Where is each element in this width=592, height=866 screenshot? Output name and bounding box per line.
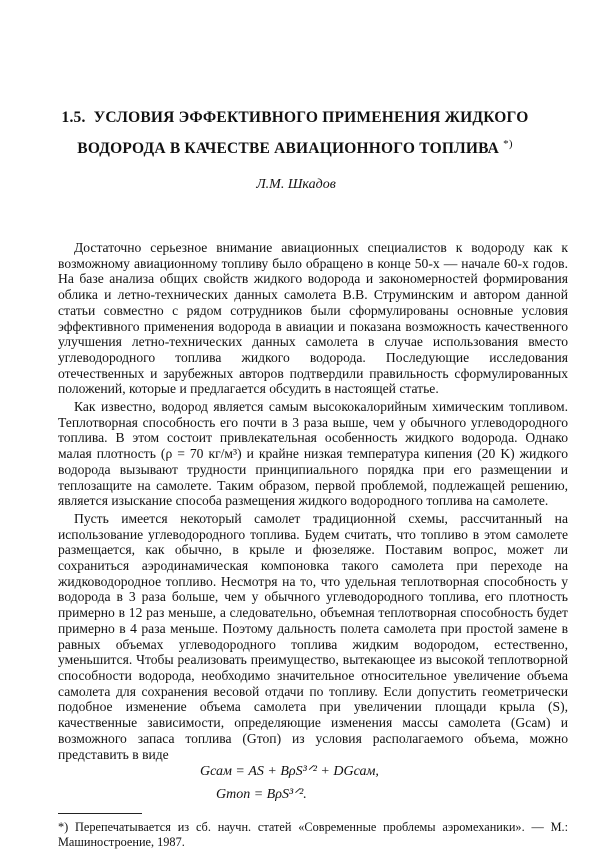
- paragraph: Как известно, водород является самым высококалорийным химическим топливом. Теплотворная способность его почти в 3 раза выше, чем у обычного углеводородного топлива. В этом состоит привлекательная особенность жидкого водорода. Однако малая плотность (ρ = 70 кг/м³) и крайне низкая температура кипения (20 K) жидкого водорода вызывают трудности принципиального порядка при его размещении и теплозащите на самолете. Таким образом, первой проблемой, подлежащей решению, является изыскание способа размещения жидкого водородного топлива на самолете.: [58, 399, 568, 509]
- paragraph: Достаточно серьезное внимание авиационных специалистов к водороду как к возможному авиационному топливу было обращено в конце 50-х — начале 60-х годов. На базе анализа общих свойств жидкого водорода и закономерностей формирования облика и летно-технических данных самолета В.В. Струминским и автором данной статьи совместно с рядом сотрудников были сформулированы основные условия эффективного применения водорода в авиации и показана возможность качественного улучшения летно-технических данных самолета в случае использования вместо углеводородного топлива жидкого водорода. Последующие исследования отечественных и зарубежных авторов подтвердили правильность сформулированных положений, которые и предлагается обсудить в настоящей статье.: [58, 240, 568, 397]
- formula-mass: Gсам = AS + BρS³ᐟ² + DGсам,: [200, 764, 379, 779]
- section-title: [60, 105, 530, 162]
- footnote-marker: *): [503, 138, 513, 150]
- title-line-2: ВОДОРОДА В КАЧЕСТВЕ АВИАЦИОННОГО ТОПЛИВА: [77, 140, 500, 158]
- footnote-divider: [58, 813, 142, 814]
- title-line-1: УСЛОВИЯ ЭФФЕКТИВНОГО ПРИМЕНЕНИЯ ЖИДКОГО: [93, 109, 529, 126]
- article-body: [58, 240, 568, 764]
- paragraph: Пусть имеется некоторый самолет традиционной схемы, рассчитанный на использование углеводородного топлива. Будем считать, что топливо в этом самолете размещается, как обычно, в крыле и фюзеляже. Поставим вопрос, может ли сохраниться аэродинамическая компоновка такого самолета при переходе на жидководородное топливо. Несмотря на то, что удельная теплотворная способность у водорода в 3 раза больше, чем у обычного углеводородного топлива, его плотность примерно в 12 раз меньше, а следовательно, объемная теплотворная способность будет примерно в 4 раза меньше. Поэтому дальность полета самолета при простой замене в равных объемах углеводородного топлива жидким водородом, естественно, уменьшится. Чтобы реализовать преимущество, вытекающее из высокой теплотворной способности водорода, необходимо значительное относительное увеличение объема самолета для сохранения весовой отдачи по топливу. Если допустить геометрически подобное изменение объема самолета при увеличении площади крыла (S), качественные зависимости, определяющие изменения массы самолета (Gсам) и возможного запаса топлива (Gтоп) из условия располагаемого объема, можно представить в виде: [58, 510, 568, 762]
- section-number: 1.5.: [61, 109, 86, 126]
- formula-fuel: Gтоп = BρS³ᐟ².: [216, 787, 307, 802]
- footnote: *) Перепечатывается из сб. научн. статей «Современные проблемы аэромеханики». — М.: Машиностроение, 1987.: [58, 820, 568, 849]
- author-name: Л.М. Шкадов: [256, 177, 336, 192]
